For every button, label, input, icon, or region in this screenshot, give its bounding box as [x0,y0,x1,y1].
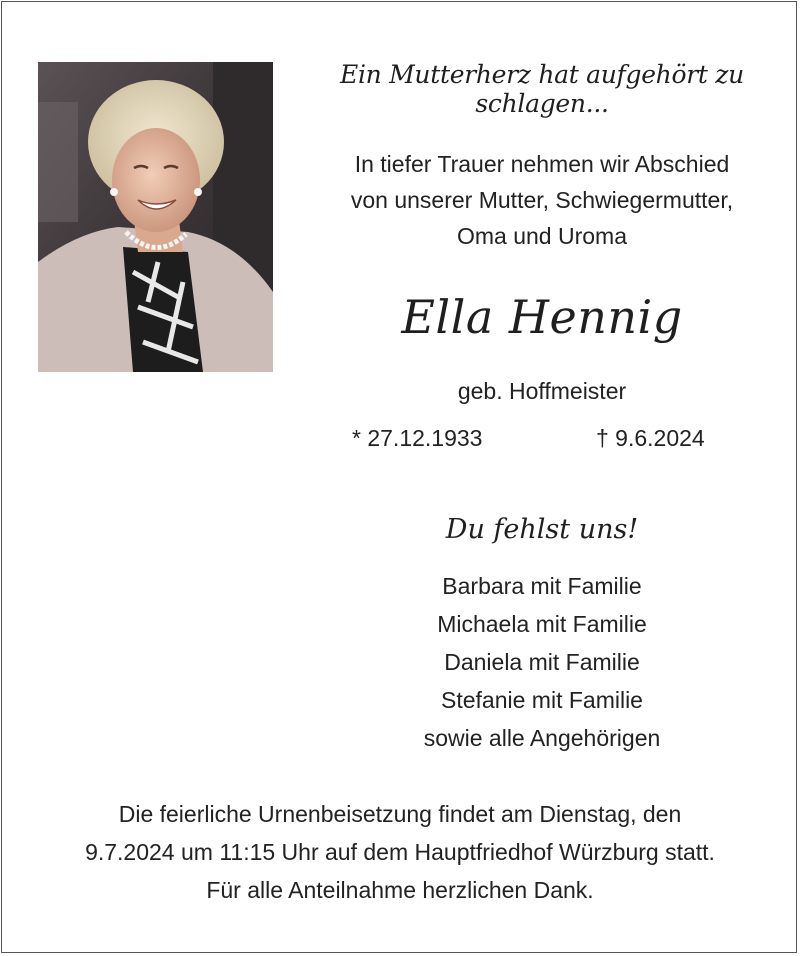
headline: Ein Mutterherz hat aufgehört zu schlagen... [340,60,744,118]
death-date: † 9.6.2024 [596,425,705,451]
birth-date: * 27.12.1933 [352,425,483,451]
intro-line: von unserer Mutter, Schwiegermutter, [350,187,734,213]
family-member: sowie alle Angehörigen [423,725,661,751]
family-member: Daniela mit Familie [444,649,640,675]
funeral-line: 9.7.2024 um 11:15 Uhr auf dem Hauptfriedhof Würzburg statt. [85,839,715,865]
funeral-line: Für alle Anteilnahme herzlichen Dank. [206,877,594,903]
family-member: Michaela mit Familie [437,611,647,637]
intro-line: Oma und Uroma [456,223,627,249]
maiden-name: geb. Hoffmeister [457,378,627,404]
portrait-photo [38,62,273,372]
funeral-info [0,795,800,909]
intro-line: In tiefer Trauer nehmen wir Abschied [354,151,730,177]
family-list [296,567,788,757]
portrait-illustration [38,62,273,372]
deceased-name: Ella Hennig [401,290,683,344]
funeral-line: Die feierliche Urnenbeisetzung findet am Dienstag, den [118,801,682,827]
intro-text [296,146,788,254]
family-member: Stefanie mit Familie [441,687,643,713]
miss-you-line: Du fehlst uns! [445,514,639,545]
family-member: Barbara mit Familie [442,573,642,599]
